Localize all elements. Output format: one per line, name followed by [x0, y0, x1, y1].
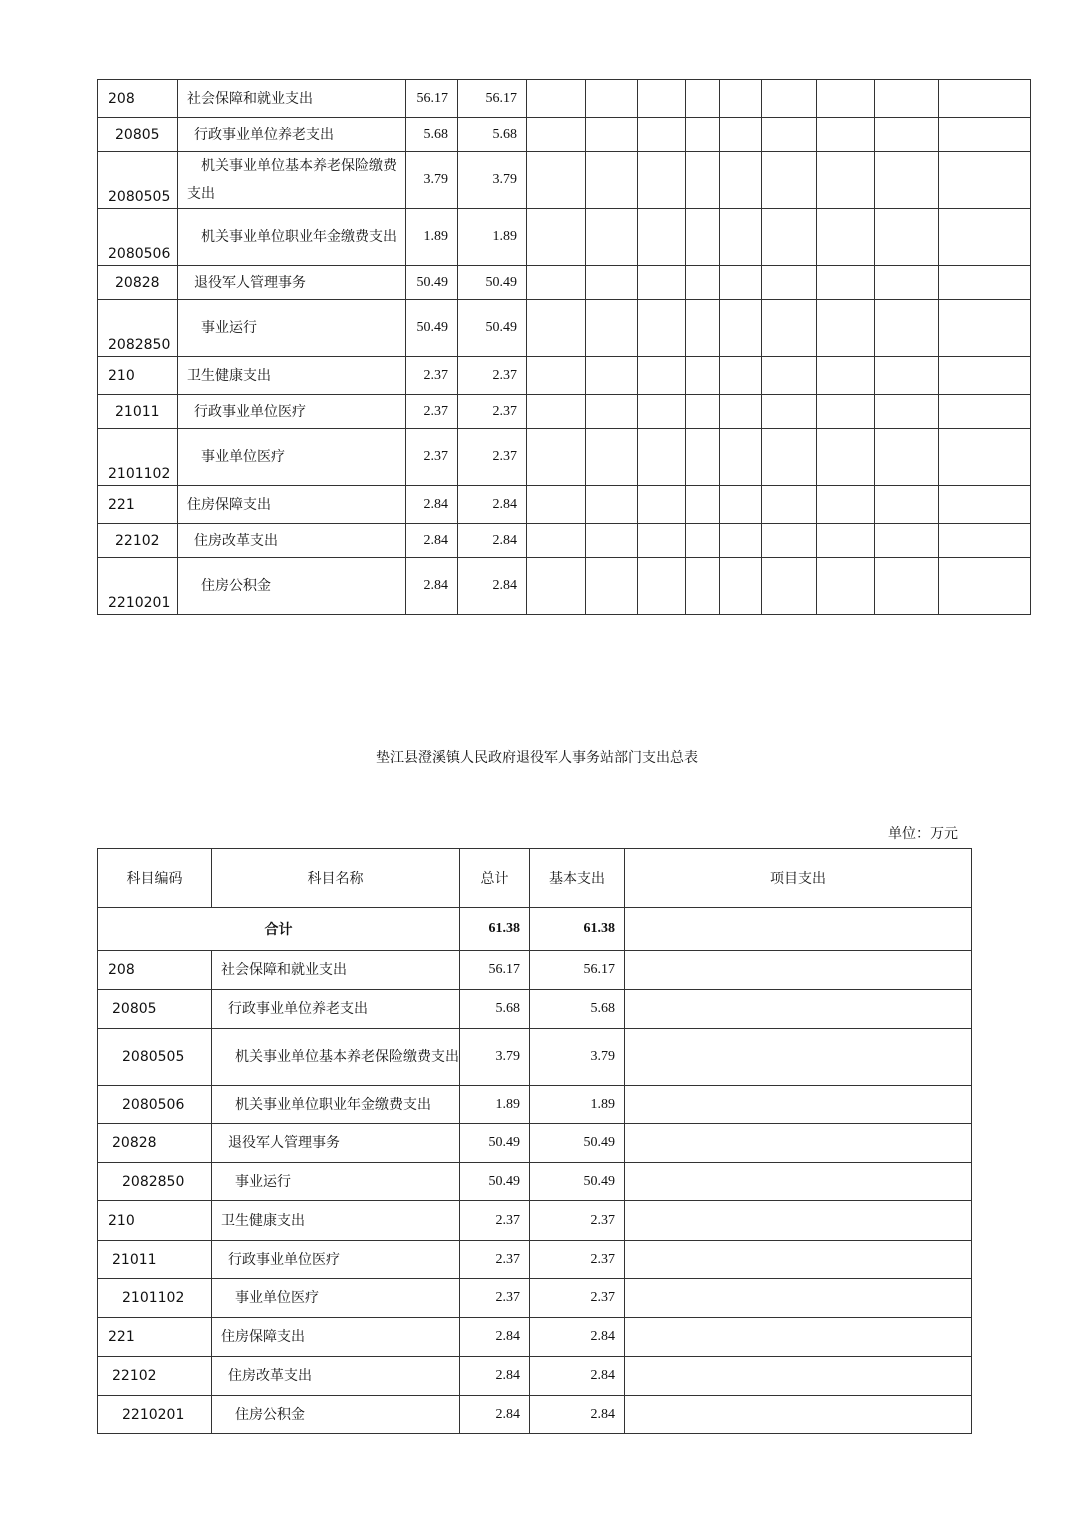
- header-project: 项目支出: [625, 849, 972, 908]
- table-row: [98, 1124, 972, 1163]
- name-cell: 住房改革支出: [212, 1357, 460, 1396]
- table-row: [98, 209, 1031, 266]
- total-cell: 56.17: [460, 951, 530, 990]
- table-row: [98, 1357, 972, 1396]
- basic-cell: 2.37: [458, 429, 527, 486]
- basic-cell: 2.84: [458, 486, 527, 524]
- name-cell: 退役军人管理事务: [178, 266, 406, 300]
- total-cell: 2.37: [460, 1201, 530, 1241]
- basic-cell: 2.37: [530, 1201, 625, 1241]
- code-cell: 20828: [98, 266, 178, 300]
- total-cell: 2.84: [406, 558, 458, 615]
- name-cell: 住房保障支出: [212, 1318, 460, 1357]
- total-cell: 2.37: [406, 429, 458, 486]
- table-row: [98, 395, 1031, 429]
- name-cell: 住房保障支出: [178, 486, 406, 524]
- code-cell: 208: [98, 80, 178, 118]
- basic-cell: 56.17: [530, 951, 625, 990]
- total-cell: 2.84: [460, 1396, 530, 1434]
- code-cell: 2080505: [98, 1029, 212, 1086]
- table-row: [98, 1396, 972, 1434]
- code-cell: 22102: [98, 1357, 212, 1396]
- code-cell: 2080506: [98, 209, 178, 266]
- department-expenditure-table: [97, 848, 972, 1434]
- code-cell: 20805: [98, 118, 178, 152]
- table-row: [98, 524, 1031, 558]
- name-cell: 住房公积金: [178, 558, 406, 615]
- total-cell: 2.84: [406, 486, 458, 524]
- code-cell: 2210201: [98, 1396, 212, 1434]
- total-cell: 2.37: [406, 357, 458, 395]
- table-row: [98, 266, 1031, 300]
- table-row: [98, 486, 1031, 524]
- basic-cell: 2.84: [530, 1318, 625, 1357]
- table-header-row: [98, 849, 972, 908]
- total-cell: 50.49: [406, 300, 458, 357]
- total-cell: 2.37: [460, 1279, 530, 1318]
- basic-cell: 2.37: [530, 1241, 625, 1279]
- name-cell: 行政事业单位养老支出: [212, 990, 460, 1029]
- total-cell: 2.37: [460, 1241, 530, 1279]
- basic-cell: 2.37: [530, 1279, 625, 1318]
- table-row: [98, 990, 972, 1029]
- code-cell: 20805: [98, 990, 212, 1029]
- name-cell: 机关事业单位基本养老保险缴费支出: [178, 152, 406, 209]
- name-cell: 行政事业单位养老支出: [178, 118, 406, 152]
- table-row: [98, 357, 1031, 395]
- header-name: 科目名称: [212, 849, 460, 908]
- table-row: [98, 1241, 972, 1279]
- unit-label: 单位：万元: [888, 826, 958, 842]
- table-row: [98, 1163, 972, 1201]
- name-cell: 机关事业单位基本养老保险缴费支出: [212, 1029, 460, 1086]
- total-cell: 50.49: [406, 266, 458, 300]
- table-row: [98, 1318, 972, 1357]
- basic-cell: 2.84: [458, 558, 527, 615]
- total-cell: 5.68: [406, 118, 458, 152]
- name-cell: 卫生健康支出: [212, 1201, 460, 1241]
- name-cell: 机关事业单位职业年金缴费支出: [178, 209, 406, 266]
- table-row: [98, 118, 1031, 152]
- basic-cell: 2.84: [530, 1357, 625, 1396]
- code-cell: 2082850: [98, 1163, 212, 1201]
- code-cell: 20828: [98, 1124, 212, 1163]
- code-cell: 210: [98, 1201, 212, 1241]
- name-cell: 事业单位医疗: [212, 1279, 460, 1318]
- header-code: 科目编码: [98, 849, 212, 908]
- table-title: 垫江县澄溪镇人民政府退役军人事务站部门支出总表: [376, 750, 698, 766]
- table-row: [98, 1201, 972, 1241]
- name-cell: 事业运行: [178, 300, 406, 357]
- code-cell: 2080505: [98, 152, 178, 209]
- code-cell: 22102: [98, 524, 178, 558]
- table-row: [98, 558, 1031, 615]
- name-cell: 行政事业单位医疗: [178, 395, 406, 429]
- basic-cell: 50.49: [530, 1124, 625, 1163]
- table-row: [98, 951, 972, 990]
- name-cell: 住房改革支出: [178, 524, 406, 558]
- basic-cell: 2.84: [458, 524, 527, 558]
- total-cell: 1.89: [460, 1086, 530, 1124]
- code-cell: 208: [98, 951, 212, 990]
- total-cell: 50.49: [460, 1124, 530, 1163]
- code-cell: 2101102: [98, 429, 178, 486]
- name-cell: 卫生健康支出: [178, 357, 406, 395]
- code-cell: 2210201: [98, 558, 178, 615]
- basic-cell: 50.49: [458, 300, 527, 357]
- table-row: [98, 1029, 972, 1086]
- basic-cell: 50.49: [458, 266, 527, 300]
- name-cell: 机关事业单位职业年金缴费支出: [212, 1086, 460, 1124]
- name-cell: 社会保障和就业支出: [212, 951, 460, 990]
- basic-cell: 5.68: [530, 990, 625, 1029]
- basic-cell: 2.37: [458, 395, 527, 429]
- code-cell: 2080506: [98, 1086, 212, 1124]
- table-row: [98, 80, 1031, 118]
- basic-cell: 3.79: [530, 1029, 625, 1086]
- name-cell: 行政事业单位医疗: [212, 1241, 460, 1279]
- basic-cell: 1.89: [458, 209, 527, 266]
- sum-basic: 61.38: [530, 908, 625, 951]
- code-cell: 221: [98, 1318, 212, 1357]
- table-row: [98, 300, 1031, 357]
- name-cell: 住房公积金: [212, 1396, 460, 1434]
- table-row: [98, 429, 1031, 486]
- total-cell: 2.37: [406, 395, 458, 429]
- table-row: [98, 1279, 972, 1318]
- header-total: 总计: [460, 849, 530, 908]
- code-cell: 21011: [98, 395, 178, 429]
- code-cell: 21011: [98, 1241, 212, 1279]
- header-basic: 基本支出: [530, 849, 625, 908]
- name-cell: 事业单位医疗: [178, 429, 406, 486]
- code-cell: 221: [98, 486, 178, 524]
- total-cell: 3.79: [406, 152, 458, 209]
- name-cell: 退役军人管理事务: [212, 1124, 460, 1163]
- sum-total: 61.38: [460, 908, 530, 951]
- total-cell: 56.17: [406, 80, 458, 118]
- total-cell: 2.84: [460, 1318, 530, 1357]
- sum-row: [98, 908, 972, 951]
- code-cell: 210: [98, 357, 178, 395]
- total-cell: 2.84: [406, 524, 458, 558]
- table-row: [98, 152, 1031, 209]
- table-row: [98, 1086, 972, 1124]
- basic-cell: 2.37: [458, 357, 527, 395]
- name-cell: 事业运行: [212, 1163, 460, 1201]
- basic-cell: 1.89: [530, 1086, 625, 1124]
- basic-cell: 5.68: [458, 118, 527, 152]
- total-cell: 1.89: [406, 209, 458, 266]
- total-cell: 5.68: [460, 990, 530, 1029]
- basic-cell: 56.17: [458, 80, 527, 118]
- basic-cell: 2.84: [530, 1396, 625, 1434]
- total-cell: 3.79: [460, 1029, 530, 1086]
- budget-table-continuation: [97, 79, 1031, 615]
- code-cell: 2101102: [98, 1279, 212, 1318]
- name-cell: 社会保障和就业支出: [178, 80, 406, 118]
- total-cell: 2.84: [460, 1357, 530, 1396]
- basic-cell: 3.79: [458, 152, 527, 209]
- basic-cell: 50.49: [530, 1163, 625, 1201]
- code-cell: 2082850: [98, 300, 178, 357]
- sum-label: 合计: [98, 908, 460, 951]
- total-cell: 50.49: [460, 1163, 530, 1201]
